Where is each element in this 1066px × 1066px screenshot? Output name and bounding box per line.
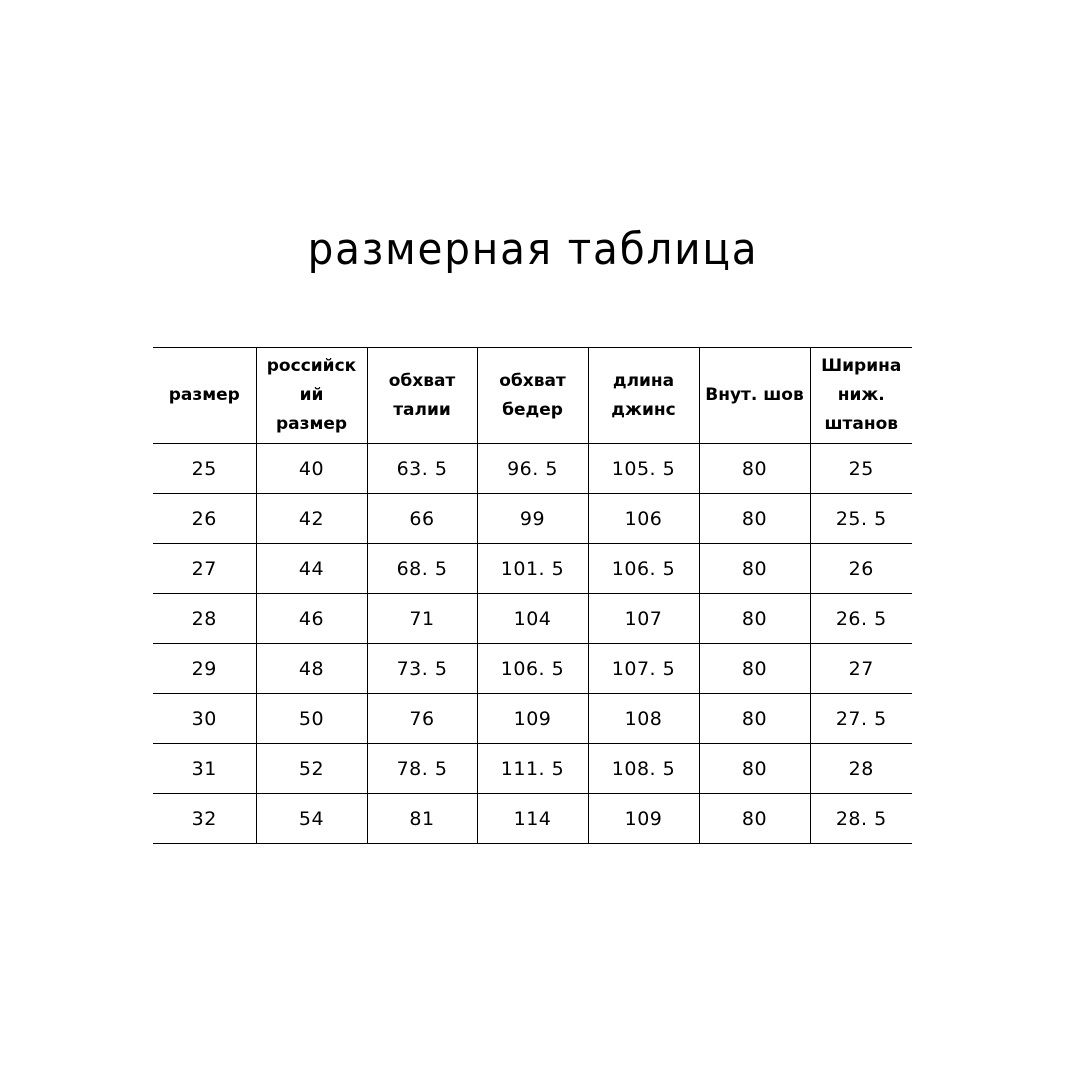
header-inseam (699, 348, 810, 444)
cell-waist: 68. 5 (367, 544, 477, 594)
header-line: Ширина (821, 356, 902, 376)
cell-size: 27 (153, 544, 256, 594)
cell-size: 25 (153, 444, 256, 494)
header-size (153, 348, 256, 444)
cell-russian-size: 54 (256, 794, 367, 844)
cell-inseam: 80 (699, 744, 810, 794)
cell-hips: 104 (477, 594, 588, 644)
cell-jeans-length: 105. 5 (588, 444, 699, 494)
cell-waist: 66 (367, 494, 477, 544)
cell-leg-opening: 25 (810, 444, 912, 494)
cell-inseam: 80 (699, 644, 810, 694)
cell-waist: 78. 5 (367, 744, 477, 794)
cell-jeans-length: 108. 5 (588, 744, 699, 794)
table-row (153, 494, 912, 544)
header-line: ий (299, 385, 324, 405)
cell-russian-size: 46 (256, 594, 367, 644)
header-jeans-length (588, 348, 699, 444)
cell-size: 31 (153, 744, 256, 794)
cell-russian-size: 44 (256, 544, 367, 594)
cell-hips: 96. 5 (477, 444, 588, 494)
size-table (153, 347, 912, 844)
header-leg-opening (810, 348, 912, 444)
cell-inseam: 80 (699, 544, 810, 594)
cell-size: 32 (153, 794, 256, 844)
cell-inseam: 80 (699, 444, 810, 494)
cell-leg-opening: 28 (810, 744, 912, 794)
header-line: джинс (611, 399, 676, 420)
header-line: обхват (388, 370, 456, 391)
cell-russian-size: 50 (256, 694, 367, 744)
cell-inseam: 80 (699, 694, 810, 744)
cell-jeans-length: 107. 5 (588, 644, 699, 694)
table-header-row (153, 348, 912, 444)
table-row (153, 594, 912, 644)
cell-russian-size: 42 (256, 494, 367, 544)
cell-waist: 81 (367, 794, 477, 844)
cell-hips: 101. 5 (477, 544, 588, 594)
header-line: Внут. шов (705, 385, 804, 405)
table-row (153, 744, 912, 794)
cell-leg-opening: 27. 5 (810, 694, 912, 744)
cell-russian-size: 40 (256, 444, 367, 494)
cell-leg-opening: 26 (810, 544, 912, 594)
cell-leg-opening: 27 (810, 644, 912, 694)
table-row (153, 794, 912, 844)
cell-size: 28 (153, 594, 256, 644)
cell-waist: 63. 5 (367, 444, 477, 494)
header-line: длина (612, 370, 675, 391)
cell-hips: 109 (477, 694, 588, 744)
header-russian-size (256, 348, 367, 444)
header-line: обхват (499, 370, 566, 391)
cell-russian-size: 48 (256, 644, 367, 694)
table-row (153, 444, 912, 494)
table-row (153, 694, 912, 744)
cell-size: 30 (153, 694, 256, 744)
cell-leg-opening: 26. 5 (810, 594, 912, 644)
header-line: размер (168, 385, 240, 405)
cell-size: 26 (153, 494, 256, 544)
table-row (153, 544, 912, 594)
cell-jeans-length: 107 (588, 594, 699, 644)
cell-leg-opening: 28. 5 (810, 794, 912, 844)
header-waist (367, 348, 477, 444)
header-line: размер (275, 414, 348, 434)
header-line: талии (393, 399, 451, 420)
header-line: ниж. (837, 385, 885, 405)
cell-leg-opening: 25. 5 (810, 494, 912, 544)
cell-hips: 106. 5 (477, 644, 588, 694)
cell-waist: 76 (367, 694, 477, 744)
cell-waist: 73. 5 (367, 644, 477, 694)
cell-waist: 71 (367, 594, 477, 644)
page-title: размерная таблица (307, 224, 759, 275)
cell-hips: 114 (477, 794, 588, 844)
header-line: российск (266, 356, 357, 376)
cell-inseam: 80 (699, 794, 810, 844)
cell-size: 29 (153, 644, 256, 694)
cell-jeans-length: 109 (588, 794, 699, 844)
cell-russian-size: 52 (256, 744, 367, 794)
header-line: бедер (502, 399, 563, 420)
table-body (153, 444, 912, 844)
cell-jeans-length: 106. 5 (588, 544, 699, 594)
cell-hips: 99 (477, 494, 588, 544)
table-row (153, 644, 912, 694)
cell-inseam: 80 (699, 594, 810, 644)
header-line: штанов (824, 414, 899, 434)
cell-jeans-length: 108 (588, 694, 699, 744)
cell-jeans-length: 106 (588, 494, 699, 544)
cell-hips: 111. 5 (477, 744, 588, 794)
header-hips (477, 348, 588, 444)
cell-inseam: 80 (699, 494, 810, 544)
